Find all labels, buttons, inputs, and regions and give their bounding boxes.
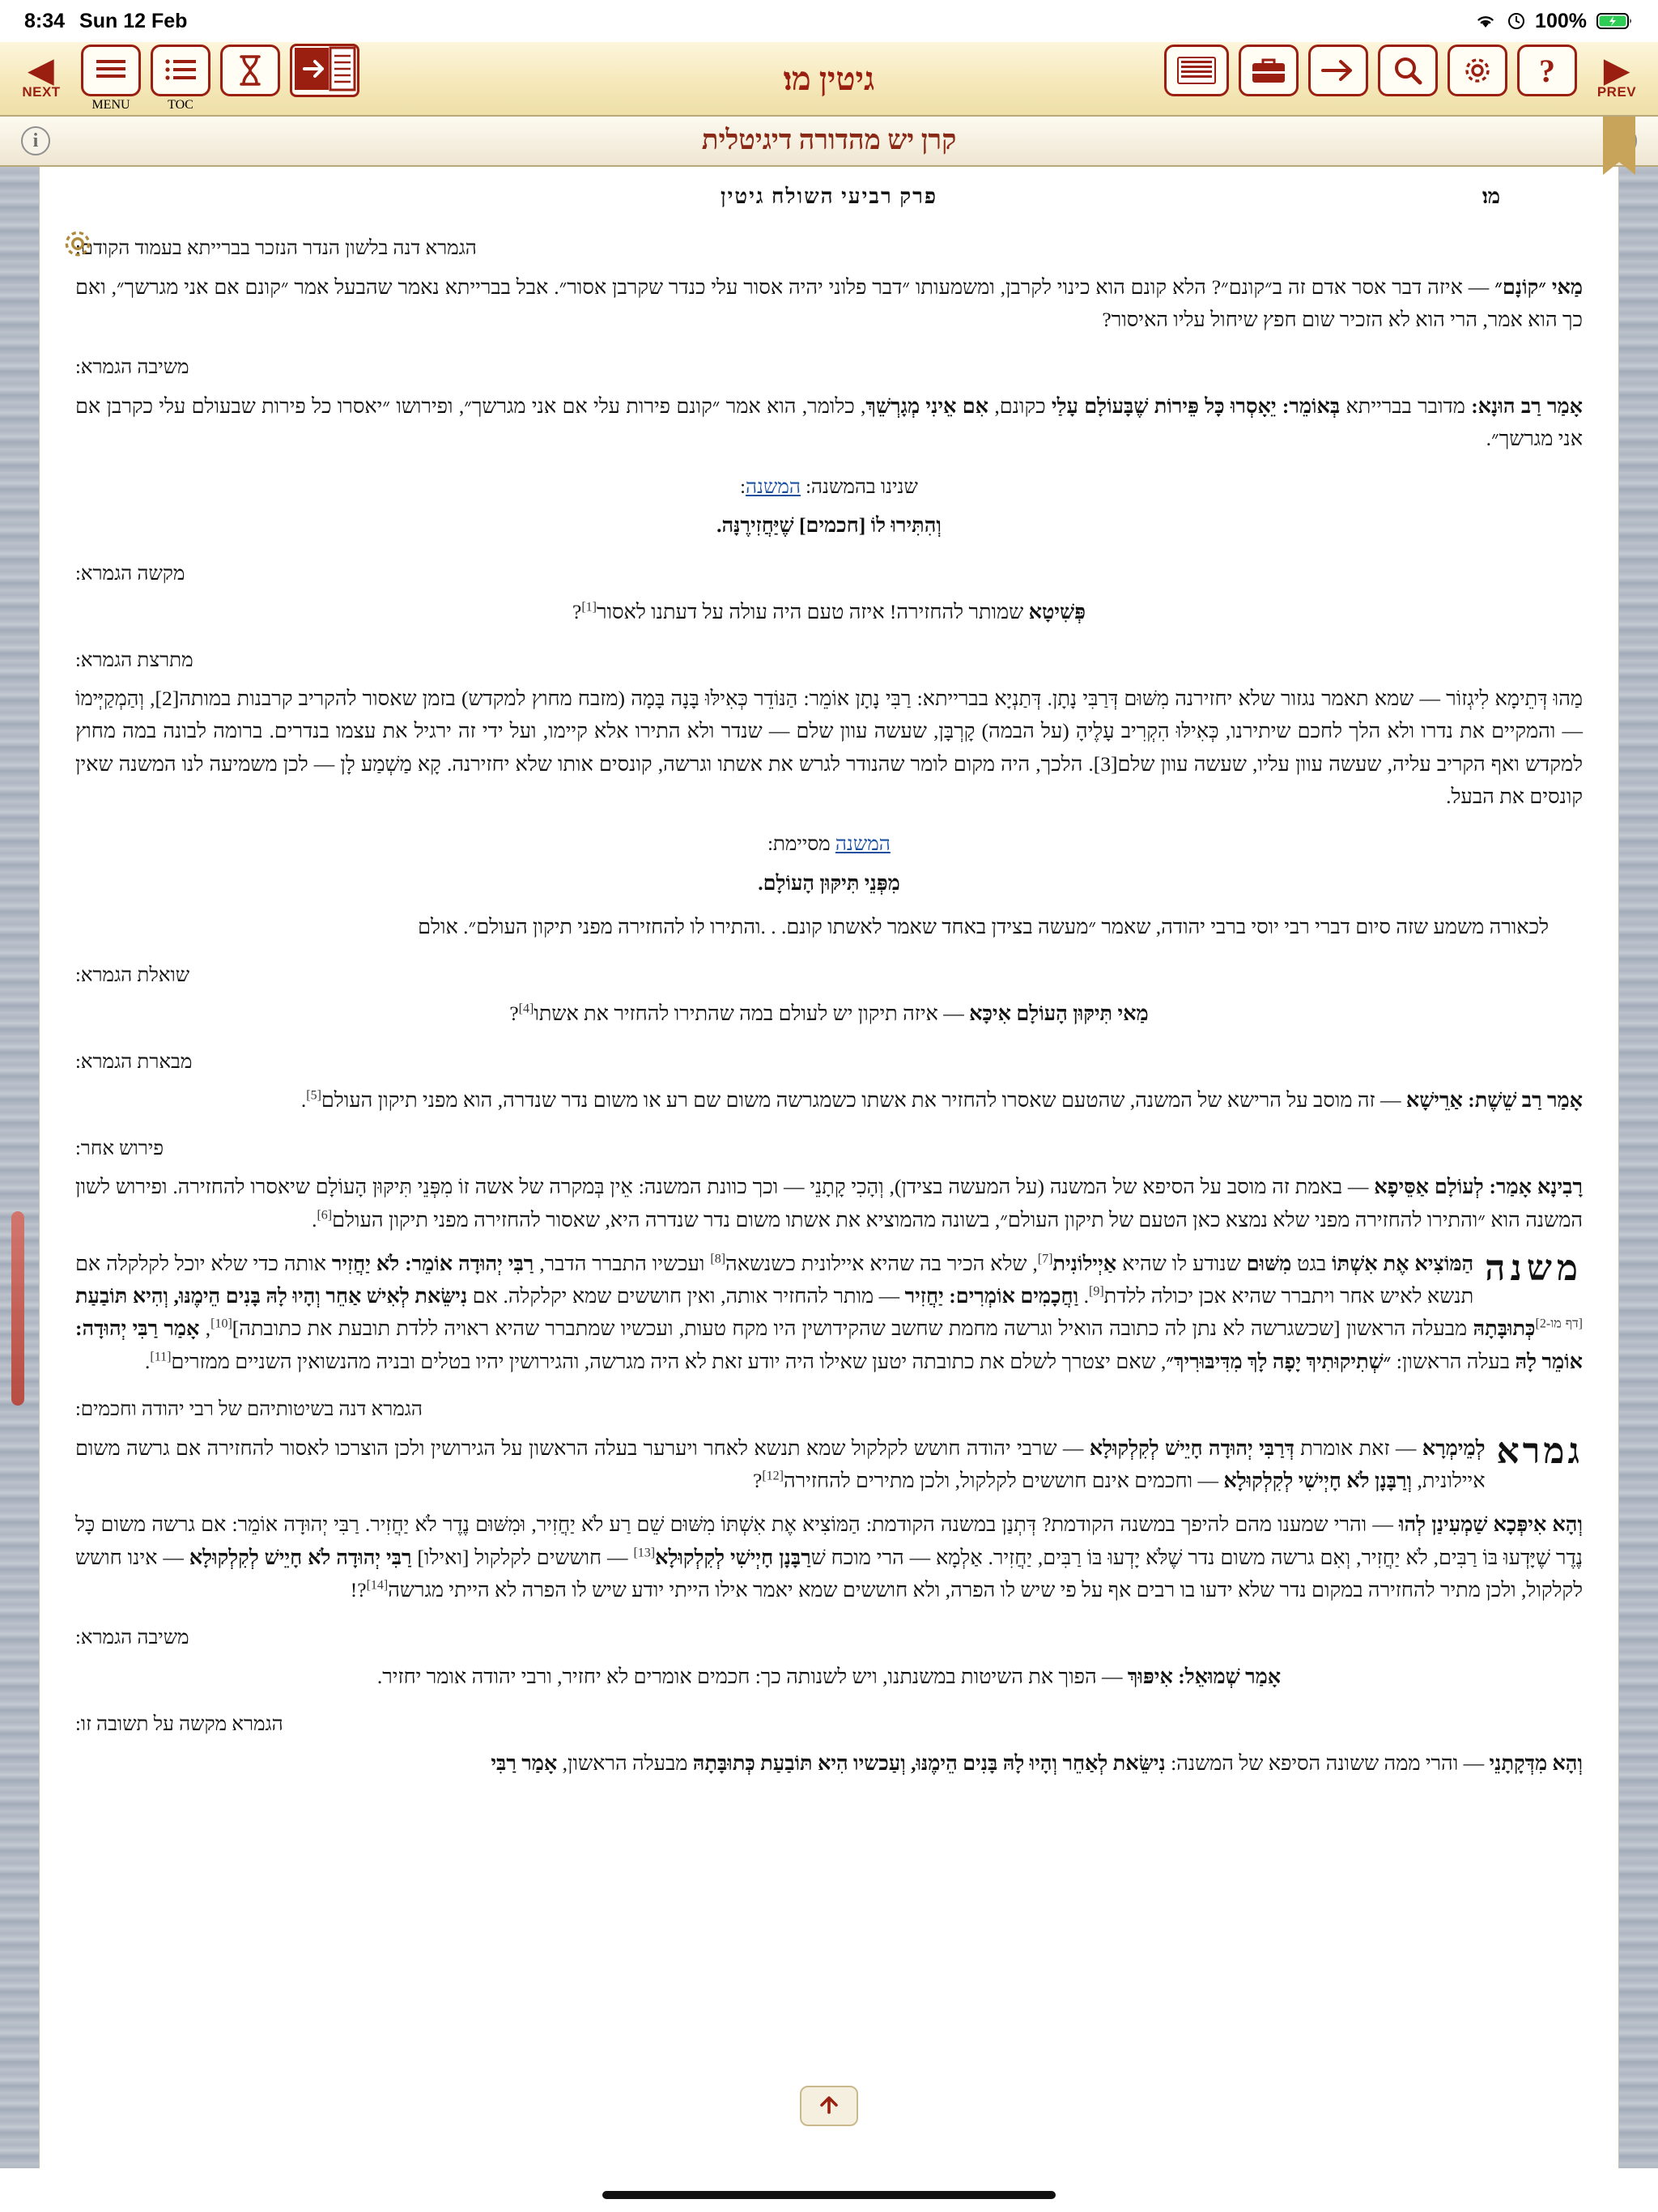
edition-title: קרן יש מהדורה דיגיטלית — [701, 125, 957, 155]
battery-percent-label: 100% — [1535, 9, 1587, 32]
p12-a: — זאת אומרת — [1294, 1436, 1422, 1460]
menu-button-wrap — [81, 45, 141, 113]
home-indicator[interactable] — [602, 2191, 1056, 2199]
context-label-9: פירוש אחר: — [75, 1137, 164, 1159]
edition-subheader — [0, 117, 1658, 167]
paragraph-10-text: — באמת זה מוסב על הסיפא של המשנה (על המעשה בצידן), וְהָכִי קָתָנֵי — וכך כוונת המשנה: אֵין בְּמקרה של אשה זוֹ מִפְּנֵי תִּיקּוּן הָעוֹלָם שיאסרו להחזירה. ופירוש לשון המשנה הוא ״והתירו להחזירה מפני שלא נמצא כאן הטעם של תיקון העולם״, בשונה מהמוציא את אשתו משום נדר שנדרה היא, שאסור להחזירה מפני תיקון העולם — [75, 1175, 1583, 1231]
amar-rabbi-trailing: אָמַר רַבִּי — [491, 1750, 558, 1775]
mishna-heading-word: משנה — [1485, 1248, 1583, 1288]
next-label: NEXT — [22, 84, 61, 100]
lemeimra-term: לְמֵימְרָא — [1422, 1436, 1486, 1460]
hamotzi-et-ishto: הַמּוֹצִיא אֶת אִשְׁתּוֹ — [1332, 1251, 1474, 1275]
veha-midkatani: וְהָא מִדְּקָתָנֵי — [1489, 1750, 1583, 1775]
settings-button[interactable] — [1448, 45, 1507, 96]
paragraph-2-quote: בְּאוֹמֵר: יֵאָסְרוּ כָּל פֵּירוֹת שֶׁבָּעוֹלָם עָלַי — [1051, 393, 1341, 418]
footnote-ref-7[interactable]: [7] — [1037, 1252, 1053, 1266]
p11-l: בעלה הראשון: — [1391, 1349, 1516, 1373]
p11-g: . — [1078, 1284, 1089, 1308]
magnifier-icon — [1392, 55, 1423, 86]
info-icon: i — [21, 126, 50, 155]
footnote-ref-9[interactable]: [9] — [1088, 1284, 1104, 1299]
footnote-ref-13[interactable]: [13] — [633, 1546, 656, 1559]
context-label-3-post: : — [740, 475, 746, 498]
p11-k: , — [199, 1317, 211, 1341]
scroll-to-top-button[interactable] — [800, 2086, 858, 2126]
text-layout-button[interactable] — [1164, 45, 1229, 96]
paragraph-1 — [75, 271, 1583, 337]
toc-button[interactable] — [151, 45, 210, 96]
context-label-3-pre: שנינו בהמשנה: — [800, 475, 918, 498]
toolbar-left-group — [11, 44, 359, 113]
footnote-ref-6[interactable]: [6] — [317, 1208, 333, 1223]
text-lines-icon — [1176, 56, 1217, 85]
p11-e: ועכשיו התברר הדבר, — [534, 1251, 711, 1275]
rabbi-yehuda-lo-yachzir: רַבִּי יְהוּדָה אוֹמֵר: לֹא יַחֲזִיר — [331, 1251, 534, 1275]
main-toolbar — [0, 42, 1658, 117]
p11-b: בגט — [1291, 1251, 1333, 1275]
paragraph-13 — [75, 1508, 1583, 1606]
context-label-4: מקשה הגמרא: — [75, 562, 185, 585]
footnote-ref-14[interactable]: [14] — [366, 1578, 389, 1593]
open-book-icon — [293, 45, 356, 96]
page-edge-right — [1619, 167, 1658, 2168]
p11-m: , שאם יצטרך לשלם את כתובתה יטען שאילו היה יודע זאת לא היה מגרשה, והגירושין יהיו בטלים ובניה מהנשואין השניים ממזרים — [171, 1349, 1167, 1373]
paragraph-8-end: ? — [509, 1002, 519, 1026]
info-button[interactable] — [21, 126, 50, 155]
paragraph-4-text: שמותר להחזירה! איזה טעם היה עולה על דעתנו לאסור — [596, 600, 1029, 624]
scroll-position-marker[interactable] — [11, 1211, 24, 1406]
next-triangle-icon: ◀ — [28, 53, 54, 88]
paragraph-12-gemara — [75, 1432, 1583, 1498]
footnote-ref-1[interactable]: [1] — [581, 600, 597, 615]
p14-text: — הפוך את השיטות במשנתנו, ויש לשנותה כך: חכמים אומרים לא יחזיר, ורבי יהודה אומר יחזיר. — [376, 1664, 1128, 1688]
toolbar-right-group — [1164, 45, 1647, 113]
paragraph-4-end: ? — [572, 600, 582, 624]
location-icon — [1507, 12, 1525, 30]
paragraph-11-mishna — [75, 1248, 1583, 1378]
help-button[interactable] — [1517, 45, 1577, 96]
context-label-11: משיבה הגמרא: — [75, 1627, 189, 1649]
hourglass-button[interactable] — [220, 45, 280, 96]
paragraph-2-a: מדובר בברייתא — [1340, 393, 1472, 418]
status-time: 8:34 — [24, 9, 66, 32]
paragraph-9-text: — זה מוסב על הרישא של המשנה, שהטעם שאסרו להחזיר את אשתו כשמגרשה משום שם רע או משום נדר שנדרה, הוא מפני תיקון העולם — [321, 1088, 1406, 1112]
amar-rav-sheshet: אָמַר רַב שֵׁשֶׁת: אַרֵישָׁא — [1405, 1088, 1583, 1112]
breadcrumb-center: פרק רביעי השולח גיטין — [720, 185, 938, 208]
paragraph-2-c: כקונם, — [988, 393, 1052, 418]
page-edge-left — [0, 167, 39, 2168]
next-button[interactable] — [11, 48, 71, 109]
context-label-8: מבארת הגמרא: — [75, 1050, 193, 1073]
paragraph-15 — [75, 1747, 1583, 1780]
paragraph-1-text: — איזה דבר אסר אדם זה ב״קונם״? הלא קונם הוא כינוי לקרבן, ומשמעותו ״דבר פלוני יהיה אסור עלי כנדר שקרבן אסור״. אבל בברייתא נאמר שהבעל אמר ״קונם אם אני מגרשך״, ואם כך הוא אמר, הרי הוא לא הזכיר שום חפץ שיחול עליו האיסור? — [75, 274, 1583, 331]
paragraph-3 — [75, 509, 1583, 542]
goto-button[interactable] — [1308, 45, 1368, 96]
paragraph-10 — [75, 1171, 1583, 1236]
p12-end: ? — [753, 1468, 763, 1492]
paragraph-2 — [75, 390, 1583, 456]
amar-rabbi-yehuda-omer-lah: אָמַר רַבִּי יְהוּדָה: אוֹמֵר לָהּ — [75, 1317, 1583, 1373]
context-label-5: מתרצת הגמרא: — [75, 649, 193, 671]
breadcrumb-right-daf: מו׃ — [1482, 185, 1501, 208]
arrow-right-icon — [1320, 57, 1357, 83]
context-label-7: שואלת הגמרא: — [75, 963, 190, 986]
page-area — [0, 167, 1658, 2168]
paragraph-9-end: . — [300, 1088, 307, 1112]
context-label-10: הגמרא דנה בשיטותיהם של רבי יהודה וחכמים: — [75, 1397, 423, 1420]
context-label-6-post: מסיימת: — [767, 833, 835, 856]
mishna-link-1[interactable]: המשנה — [745, 475, 801, 498]
paragraph-9 — [75, 1084, 1583, 1117]
term-konam: מַאי ״קוֹנָם״ — [1494, 274, 1583, 299]
mishna-link-2[interactable]: המשנה — [835, 833, 891, 856]
rabbi-yehuda-chayish: דְּרַבִּי יְהוּדָה חָיֵישׁ לְקִלְקוּלָא — [1089, 1436, 1295, 1460]
ios-status-bar — [0, 0, 1658, 42]
context-label-2: משיבה הגמרא: — [75, 356, 189, 379]
p11-end: . — [144, 1349, 151, 1373]
page-title: גיטין מו׃ — [783, 60, 875, 97]
ketubata-term: כְּתוּבָּתָהּ — [1473, 1317, 1536, 1341]
arrow-up-icon — [817, 2092, 841, 2121]
p11-f: אותה כדי שלא יוכל לקלקלה אם תנשא לאיש אחר ויתברר שהיא אכן יכולה ללדת — [75, 1251, 1474, 1308]
paragraph-10-end: . — [312, 1207, 317, 1231]
search-button[interactable] — [1378, 45, 1438, 96]
shtikutech-quote: ״שְׁתִיקוּתִיךְ יָפָה לָךְ מִדִּיבּוּרִיךְ״ — [1166, 1349, 1392, 1373]
gear-icon — [1461, 54, 1494, 87]
hamburger-icon — [93, 57, 129, 84]
footnote-ref-4[interactable]: [4] — [518, 1002, 534, 1016]
toc-label: TOC — [168, 98, 193, 112]
paragraph-8-text: — איזה תיקון יש לעולם במה שהתירו להחזיר את אשתו — [534, 1002, 970, 1026]
battery-icon — [1596, 12, 1634, 30]
context-label-12: הגמרא מקשה על תשובה זו: — [75, 1713, 283, 1736]
amar-rav-huna: אָמַר רַב הוּנָא: — [1471, 393, 1584, 418]
p13-b: — חוששים לקלקול [ואילו] — [411, 1545, 634, 1569]
ravina-amar: רָבִינָא אָמַר: לְעוֹלָם אַסֵּיפָא — [1374, 1175, 1583, 1199]
paragraph-14 — [75, 1661, 1583, 1693]
prev-triangle-icon: ▶ — [1604, 53, 1630, 88]
bottom-strip — [0, 2168, 1658, 2212]
menu-label: MENU — [91, 98, 130, 112]
hourglass-icon — [237, 54, 263, 87]
p11-c: שנודע לו שהיא — [1116, 1251, 1247, 1275]
mishum-term: מִשּׁוּם — [1246, 1251, 1292, 1275]
p11-j: מבעלה הראשון [שכשגרשה לא נתן לה כתובה הואיל וגרשה מחמת שחשב שהקידושין היו מקח טעות, ועכשיו שמתברר שהיא ראויה ללדת תובעת את כתובתה] — [232, 1317, 1473, 1341]
chachamim-yachzir: וַחֲכָמִים אוֹמְרִים: יַחֲזִיר — [904, 1284, 1079, 1308]
context-label-6 — [75, 829, 1583, 861]
breadcrumb-left-spacer — [79, 185, 176, 209]
question-mark-icon: ? — [1539, 52, 1555, 89]
paragraph-2-d: , כלומר, הוא אמר ״קונם פירות עלי אם אני מגרשך״, ופירושו ״יאסרו כל פירות שבעולם עלי כקרבן אם אני מגרשך״. — [75, 393, 1583, 451]
toc-button-wrap — [151, 45, 210, 113]
veha-ipcha-shamainan: וְהָא אִיפְּכָא שַׁמְעִינַן לְהוּ — [1398, 1512, 1583, 1537]
document-content — [75, 233, 1583, 1823]
p15-a: — והרי ממה ששונה הסיפא של המשנה: — [1165, 1750, 1490, 1775]
briefcase-button[interactable] — [1239, 45, 1299, 96]
paragraph-7: לכאורה משמע שזה סיום דברי רבי יוסי ברבי יהודה, שאמר ״מעשה בצידן באחד שאמר לאשתו קונם. . .והתירו לו להחזירה מפני תיקון העולם״. אולם — [418, 915, 1549, 939]
rabanan-lo-chayshi: וְרַבָּנָן לֹא חָיְישִׁי לְקִלְקוּלָא — [1223, 1468, 1413, 1492]
p12-c: — וחכמים אינם חוששים לקלקול, ולכן מתירים להחזירה — [783, 1468, 1224, 1492]
document-paper — [39, 167, 1619, 2168]
context-label-1: הגמרא דנה בלשון הנדר הנזכר בברייתא בעמוד הקודם: — [75, 237, 477, 259]
nisset-leacher-quote: נִישֵּׂאת לְאַחֵר וְהָיוּ לָהּ בָּנִים הֵימֶנּוּ, וְעַכשיו הִיא תּוֹבַעַת כְּתוּבָּתָהּ — [692, 1750, 1166, 1775]
paragraph-6 — [75, 867, 1583, 900]
mishna-quote-1: וְהִתִּירוּ לוֹ [חכמים] שֶׁיַּחֲזִירֶנָּה. — [716, 513, 942, 538]
menu-button[interactable] — [81, 45, 141, 96]
book-button[interactable] — [290, 44, 359, 97]
ailonit-term: אַיְילוֹנִית — [1052, 1251, 1117, 1275]
briefcase-icon — [1250, 56, 1287, 85]
p11-h: — מותר להחזיר אותה, ואין חוששים שמא יקלקלה. אם — [467, 1284, 905, 1308]
p13-end: ?! — [350, 1577, 367, 1602]
gemara-heading-word: גמרא — [1496, 1431, 1583, 1471]
footnote-ref-8[interactable]: [8] — [710, 1252, 726, 1266]
p12-b: — שרבי יהודה חושש לקלקול שמא תנשא לאחר ויערער בעלה הראשון על הגירושין ולכן הוצרכו לאסור להחזירה אם גרשה משום איילונית, — [75, 1436, 1486, 1492]
paragraph-5: מַהוּ דְּתֵימָא לִיגְזוֹר — שמא תאמר נגזור שלא יחזירנה מִשּׁוּם דְּרַבִּי נָתָן. דְּתַנְיָא בברייתא: רַבִּי נָתָן אוֹמֵר: הַנּוֹדֵר כְּאִילּוּ בָּנָה בָּמָה (מזבח מחוץ למקדש) בזמן שאסור להקריב קרבנות במותה[2], וְהַמְקַיְּימוֹ — והמקיים את נדרו ולא הלך לחכם שיתירנו, כְּאִילּוּ הִקְרִיב עָלֶיהָ (על הבמה) קָרְבָּן, שעשה עוון שלם — שנדר ולא התירו אלא קיימו, ועל ידי זה ירגיל את עצמו בנדרים. ברומה לבונה במה מחוץ למקדש ואף הקריב עליה, שעשה עוון עליו, שעשה עוון שלם[3]. הלכך, היה מקום לומר שהנודר לגרש את אשתו וגרשה, קונסים אותו שלא יחזירנה. קָא מַשְׁמַע לָן — לכן משמיעה לנו המשנה שאין קונסים את הבעל. — [75, 687, 1583, 809]
rabanan-chayshi: רַבָּנָן חָיְישִׁי לְקִלְקוּלָא — [655, 1545, 811, 1569]
wifi-icon — [1473, 12, 1498, 30]
pshita-term: פְּשִׁיטָא — [1028, 600, 1086, 624]
list-icon — [162, 57, 199, 84]
mai-tikun-haolam: מַאי תִּיקּוּן הָעוֹלָם אִיכָּא — [969, 1002, 1149, 1026]
status-date: Sun 12 Feb — [79, 9, 188, 32]
nisset-leish-acher: נִישֵּׂאת לְאִישׁ אַחֵר וְהָיוּ לָהּ בָּנִים הֵימֶנּוּ, וְהִיא תּוֹבַעַת — [75, 1284, 468, 1308]
status-right — [1473, 10, 1634, 33]
footnote-ref-5[interactable]: [5] — [306, 1088, 321, 1103]
status-left — [24, 10, 187, 33]
paragraph-2-quote2: אִם אֵינִי מְגָרְשֵׁךְ — [865, 393, 989, 418]
footnote-ref-10[interactable]: [10] — [210, 1317, 232, 1331]
page-settings-gear-icon[interactable] — [61, 227, 95, 261]
mishna-quote-2: מִפְּנֵי תִּיקּוּן הָעוֹלָם. — [758, 871, 900, 895]
p11-d: , שלא הכיר בה שהיא איילונית כשנשאה — [725, 1251, 1038, 1275]
amar-shmuel-ipuch: אָמַר שְׁמוּאֵל: אִיפּוּךְ — [1127, 1664, 1282, 1688]
footnote-ref-11[interactable]: [11] — [150, 1350, 172, 1364]
p13-c: — אינו חושש לקלקול, ולכן מתיר להחזירה במקום נדר שלא ידעו בו רבים אף על פי שיש לו הפרה, ולא חוששים שמא יאמר אילו הייתי יודע שיש לו הפרה לא הייתי מגרשה — [75, 1545, 1583, 1602]
footnote-ref-12[interactable]: [12] — [762, 1469, 784, 1483]
breadcrumb — [75, 185, 1583, 217]
p13-a: — והרי שמענו מהם להיפך במשנה הקודמת? דְּתְנַן במשנה הקודמת: הַמּוֹצִיא אֶת אִשְׁתּוֹ מִשּׁוּם שֵׁם רַע לֹא יַחֲזִיר, וּמִשּׁוּם נֶדֶר לֹא יַחֲזִיר. רַבִּי יְהוּדָה אוֹמֵר: אם גרשה משום כָּל נֶדֶר שֶׁיָּדְעוּ בּוֹ רַבִּים, לֹא יַחֲזִיר, וְאִם גרשה משום נדר שֶׁלֹּא יָדְעוּ בּוֹ רַבִּים, יַחֲזִיר. אַלְמָא — הרי מוכח שׁ — [75, 1512, 1583, 1569]
prev-label: PREV — [1596, 84, 1637, 100]
rabbi-yehuda-lo-chayish: רַבִּי יְהוּדָה לֹא חָיֵישׁ לְקִלְקוּלָא — [189, 1545, 412, 1569]
p15-b: מבעלה הראשון, — [557, 1750, 693, 1775]
paragraph-4 — [75, 596, 1583, 628]
daf-marker: [דף מו-2] — [1535, 1317, 1584, 1331]
paragraph-8 — [75, 998, 1583, 1030]
context-label-3 — [75, 472, 1583, 504]
prev-button[interactable] — [1587, 48, 1647, 109]
